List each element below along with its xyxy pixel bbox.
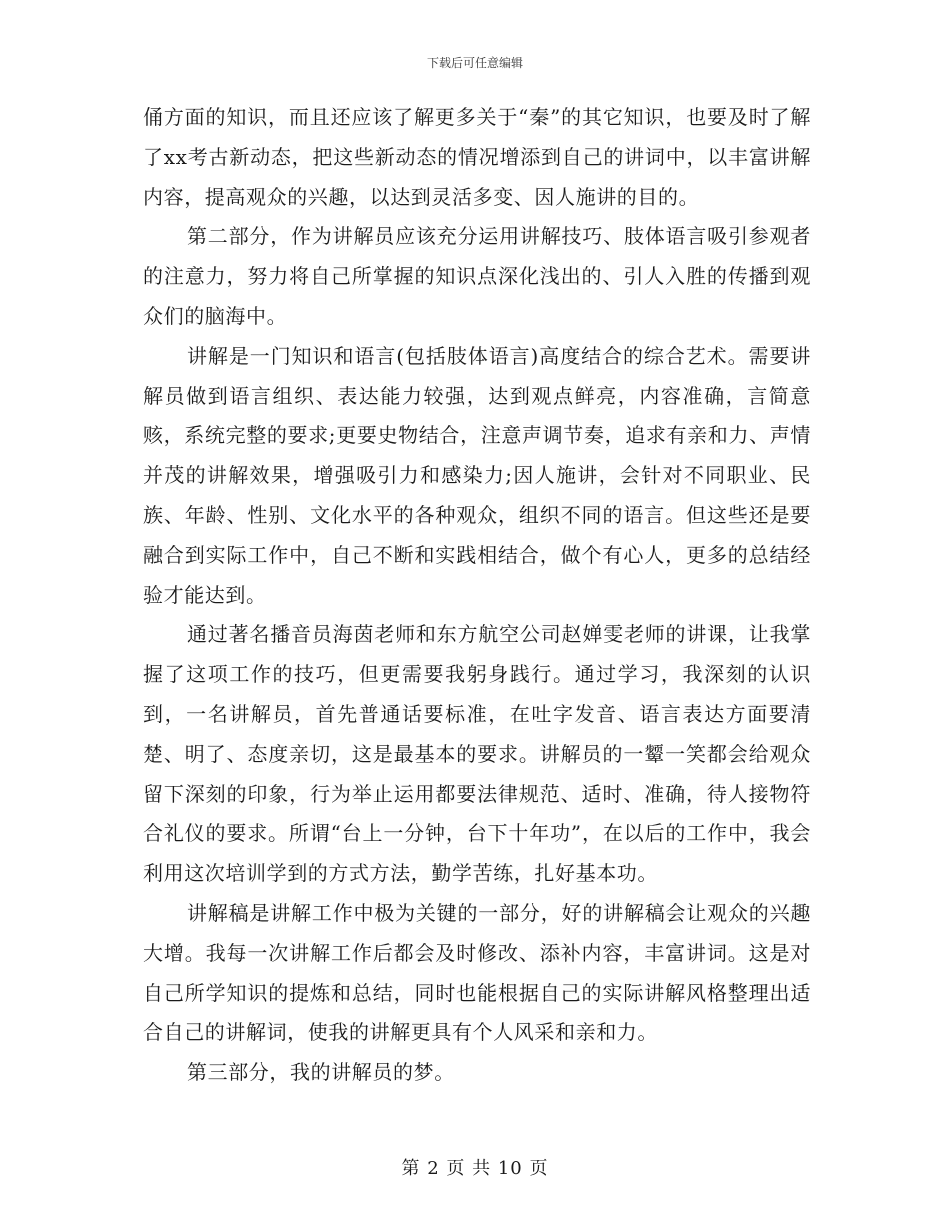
paragraph-part-two: 第二部分，作为讲解员应该充分运用讲解技巧、肢体语言吸引参观者的注意力，努力将自己所掌握的知识点深化浅出的、引人入胜的传播到观众们的脑海中。 <box>143 224 811 328</box>
paragraph-training: 通过著名播音员海茵老师和东方航空公司赵婵雯老师的讲课，让我掌握了这项工作的技巧，但更需要我躬身践行。通过学习，我深刻的认识到，一名讲解员，首先普通话要标准，在吐字发音、语言表达方面要清楚、明了、态度亲切，这是最基本的要求。讲解员的一颦一笑都会给观众留下深刻的印象，行为举止运用都要法律规范、适时、准确，待人接物符合礼仪的要求。所谓“台上一分钟，台下十年功”，在以后的工作中，我会利用这次培训学到的方式方法，勤学苦练，扎好基本功。 <box>143 622 811 886</box>
paragraph-continuation: 俑方面的知识，而且还应该了解更多关于“秦”的其它知识，也要及时了解了xx考古新动态，把这些新动态的情况增添到自己的讲词中，以丰富讲解内容，提高观众的兴趣，以达到灵活多变、因人施讲的目的。 <box>143 105 811 209</box>
paragraph-explanation-art: 讲解是一门知识和语言(包括肢体语言)高度结合的综合艺术。需要讲解员做到语言组织、表达能力较强，达到观点鲜亮，内容准确，言简意赅，系统完整的要求;更要史物结合，注意声调节奏，追求有亲和力、声情并茂的讲解效果，增强吸引力和感染力;因人施讲，会针对不同职业、民族、年龄、性别、文化水平的各种观众，组织不同的语言。但这些还是要融合到实际工作中，自己不断和实践相结合，做个有心人，更多的总结经验才能达到。 <box>143 343 811 607</box>
page-number: 第 2 页 共 10 页 <box>401 1158 549 1179</box>
document-body <box>143 98 811 1093</box>
paragraph-part-three: 第三部分，我的讲解员的梦。 <box>187 1060 455 1085</box>
page-header: 下载后可任意编辑 <box>426 56 523 70</box>
paragraph-script: 讲解稿是讲解工作中极为关键的一部分，好的讲解稿会让观众的兴趣大增。我每一次讲解工作后都会及时修改、添补内容，丰富讲词。这是对自己所学知识的提炼和总结，同时也能根据自己的实际讲解风格整理出适合自己的讲解词，使我的讲解更具有个人风采和亲和力。 <box>143 900 811 1045</box>
